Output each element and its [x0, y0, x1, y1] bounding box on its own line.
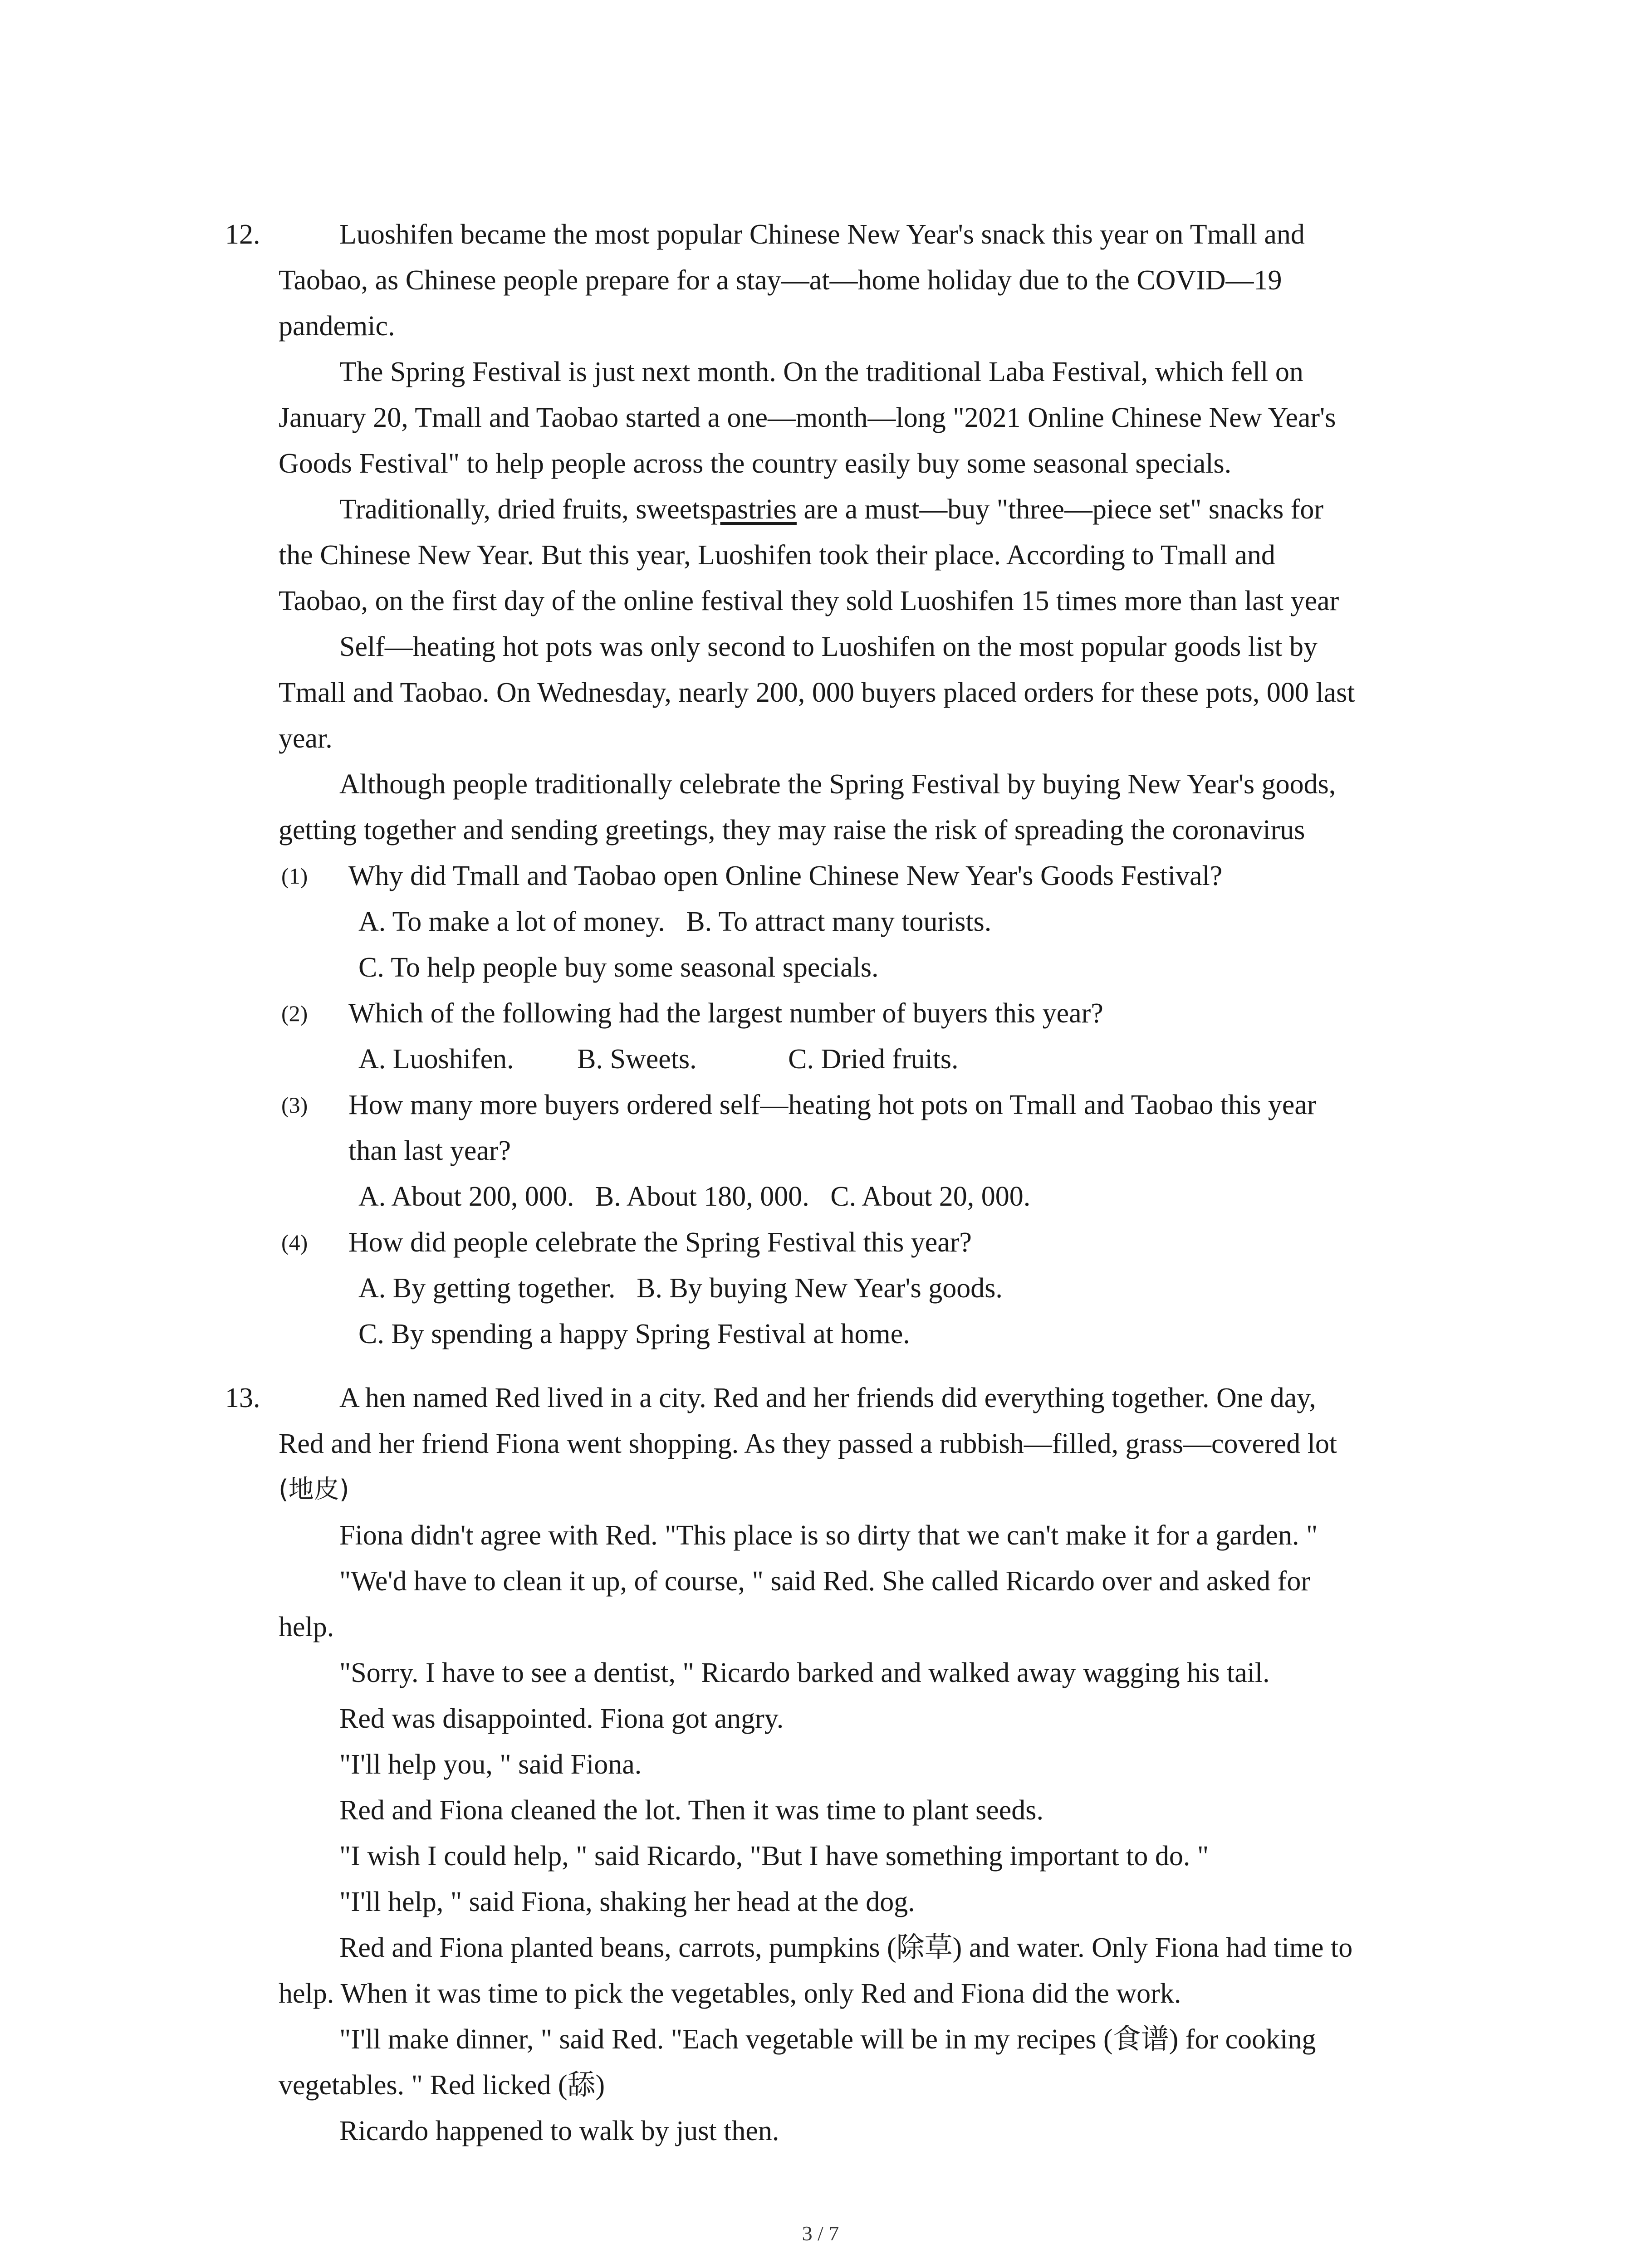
subquestion-4-option-line-2: C. By spending a happy Spring Festival at home.	[358, 1319, 910, 1349]
q13-line-11: "I wish I could help, " said Ricardo, "But I have something important to do. "	[339, 1841, 1209, 1872]
subquestion-1-option-line-1: A. To make a lot of money. B. To attract many tourists.	[358, 906, 992, 937]
subquestion-2-option-line-1: A. Luoshifen. B. Sweets. C. Dried fruits.	[358, 1044, 959, 1075]
subquestion-3-option-line-1: A. About 200, 000. B. About 180, 000. C. About 20, 000.	[358, 1181, 1031, 1212]
subquestion-1-option-line-2: C. To help people buy some seasonal specials.	[358, 952, 879, 983]
underlined-word-pastries: pastries	[710, 494, 797, 525]
subquestion-4-option-line-1: A. By getting together. B. By buying New Year's goods.	[358, 1273, 1003, 1304]
q12-line-7	[339, 491, 1323, 528]
subquestion-number-4: (4)	[281, 1230, 308, 1255]
q13-line-16: vegetables. " Red licked (舔)	[279, 2070, 605, 2101]
q13-line-9: "I'll help you, " said Fiona.	[339, 1749, 642, 1780]
q13-line-4: Fiona didn't agree with Red. "This place is so dirty that we can't make it for a garden. "	[339, 1520, 1318, 1551]
q13-line-6: help.	[279, 1612, 334, 1642]
q12-line-2: Taobao, as Chinese people prepare for a stay—at—home holiday due to the COVID—19	[279, 265, 1282, 296]
q13-line-15: "I'll make dinner, " said Red. "Each vegetable will be in my recipes (食谱) for cooking	[339, 2024, 1316, 2055]
q13-line-5: "We'd have to clean it up, of course, " said Red. She called Ricardo over and asked for	[339, 1566, 1310, 1597]
q12-line-3: pandemic.	[279, 311, 395, 342]
subquestion-1-text: Why did Tmall and Taobao open Online Chinese New Year's Goods Festival?	[348, 860, 1223, 891]
subquestion-4-text: How did people celebrate the Spring Festival this year?	[348, 1227, 972, 1258]
q12-line-10: Self—heating hot pots was only second to Luoshifen on the most popular goods list by	[339, 631, 1318, 662]
q13-line-7: "Sorry. I have to see a dentist, " Ricardo barked and walked away wagging his tail.	[339, 1657, 1270, 1688]
q12-line-7-before: Traditionally, dried fruits, sweets	[339, 494, 711, 525]
q12-line-5: January 20, Tmall and Taobao started a one—month—long "2021 Online Chinese New Year's	[279, 402, 1336, 433]
q12-line-4: The Spring Festival is just next month. On the traditional Laba Festival, which fell on	[339, 357, 1303, 387]
subquestion-number-3: (3)	[281, 1092, 308, 1118]
q13-line-3: (地皮)	[279, 1475, 349, 1504]
q12-line-14: getting together and sending greetings, they may raise the risk of spreading the coronavirus	[279, 815, 1305, 846]
subquestion-3-text-line-2: than last year?	[348, 1135, 511, 1166]
q12-line-6: Goods Festival" to help people across the country easily buy some seasonal specials.	[279, 448, 1232, 479]
q13-line-10: Red and Fiona cleaned the lot. Then it was time to plant seeds.	[339, 1795, 1043, 1826]
question-number-13: 13.	[225, 1383, 260, 1413]
subquestion-number-2: (2)	[281, 1001, 308, 1026]
q13-line-8: Red was disappointed. Fiona got angry.	[339, 1703, 784, 1734]
subquestion-3-text-line-1: How many more buyers ordered self—heating hot pots on Tmall and Taobao this year	[348, 1090, 1317, 1120]
q13-line-14: help. When it was time to pick the vegetables, only Red and Fiona did the work.	[279, 1978, 1181, 2009]
q12-line-8: the Chinese New Year. But this year, Luoshifen took their place. According to Tmall and	[279, 540, 1275, 571]
q12-line-9: Taobao, on the first day of the online festival they sold Luoshifen 15 times more than last year	[279, 586, 1339, 616]
q12-line-13: Although people traditionally celebrate the Spring Festival by buying New Year's goods,	[339, 769, 1336, 800]
q13-line-13: Red and Fiona planted beans, carrots, pumpkins (除草) and water. Only Fiona had time to	[339, 1932, 1353, 1963]
q13-line-1: A hen named Red lived in a city. Red and her friends did everything together. One day,	[339, 1383, 1316, 1413]
page-number: 3 / 7	[802, 2222, 839, 2245]
q12-line-11: Tmall and Taobao. On Wednesday, nearly 200, 000 buyers placed orders for these pots, 000 last	[279, 677, 1355, 708]
q12-line-12: year.	[279, 723, 333, 754]
subquestion-number-1: (1)	[281, 863, 308, 889]
q12-line-7-after: are a must—buy "three—piece set" snacks for	[796, 494, 1323, 525]
q13-line-12: "I'll help, " said Fiona, shaking her head at the dog.	[339, 1887, 915, 1917]
subquestion-2-text: Which of the following had the largest number of buyers this year?	[348, 998, 1103, 1029]
q12-line-1: Luoshifen became the most popular Chinese New Year's snack this year on Tmall and	[339, 219, 1305, 250]
q13-line-17: Ricardo happened to walk by just then.	[339, 2116, 779, 2146]
q13-line-2: Red and her friend Fiona went shopping. As they passed a rubbish—filled, grass—covered lot	[279, 1428, 1337, 1459]
question-number-12: 12.	[225, 219, 260, 250]
